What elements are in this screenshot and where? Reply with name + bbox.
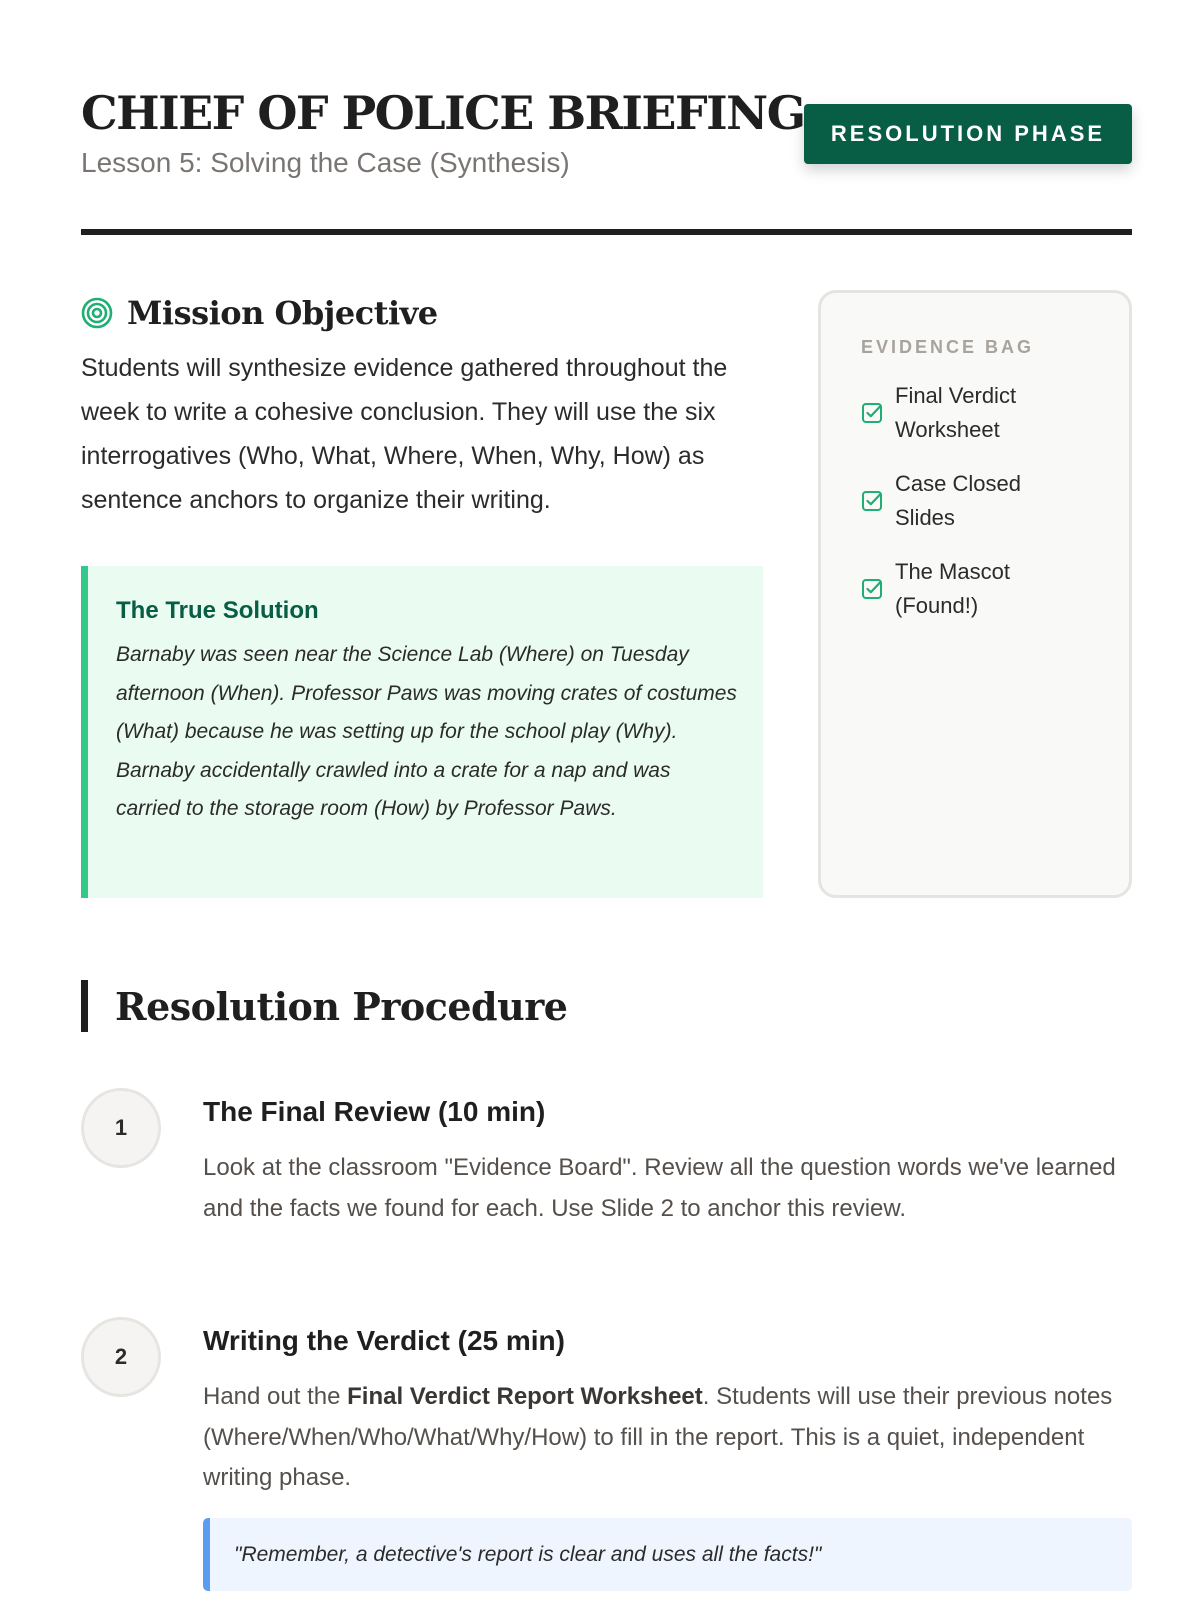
evidence-item-label: Final Verdict Worksheet (895, 383, 1017, 442)
evidence-item (861, 467, 1109, 535)
evidence-item (861, 379, 1109, 447)
quote-text: "Remember, a detective's report is clear and uses all the facts!" (234, 1542, 822, 1566)
page-title: CHIEF OF POLICE BRIEFING (81, 86, 805, 140)
objective-heading (81, 290, 763, 336)
step-title: Writing the Verdict (25 min) (203, 1325, 565, 1356)
step-text-lead: Hand out the (203, 1383, 348, 1410)
objective-text: Students will synthesize evidence gathered throughout the week to write a cohesive conclusion. They will use the six interrogatives (Who, What, Where, When, Why, How) as sentence anchors to organize their writing. (81, 354, 728, 514)
procedure-heading (81, 980, 567, 1032)
objective-title: Mission Objective (127, 294, 438, 332)
evidence-item (861, 555, 1109, 623)
page-header (81, 86, 1132, 236)
step-text: Look at the classroom "Evidence Board". Review all the question words we've learned and the facts we found for each. Use Slide 2 to anchor this review. (203, 1154, 1116, 1222)
teacher-quote-callout (203, 1518, 1132, 1591)
step-text (203, 1377, 1132, 1499)
worksheet-name: Final Verdict Report Worksheet (347, 1383, 703, 1410)
step-text-rest: . Students will use their previous notes (Where/When/Who/What/Why/How) to fill in the report. This is a quiet, independent writing phase. (203, 1383, 1113, 1491)
check-square-icon (861, 578, 883, 600)
check-square-icon (861, 490, 883, 512)
true-solution-callout (81, 566, 763, 898)
step-number-badge: 2 (81, 1317, 161, 1397)
mission-objective-section (81, 290, 763, 522)
solution-title: The True Solution (116, 597, 319, 624)
step-body (203, 1317, 1132, 1499)
page-subtitle: Lesson 5: Solving the Case (Synthesis) (81, 147, 570, 178)
header-divider (81, 229, 1132, 235)
evidence-bag-panel (818, 290, 1132, 898)
check-square-icon (861, 402, 883, 424)
evidence-list (861, 379, 1109, 623)
evidence-item-label: The Mascot (Found!) (895, 559, 1010, 618)
evidence-bag-title: EVIDENCE BAG (861, 337, 1035, 357)
target-icon (81, 297, 113, 329)
solution-text: Barnaby was seen near the Science Lab (Where) on Tuesday afternoon (When). Professor Paws was moving crates of costumes (What) because he was setting up for the school play (Why). Barnaby accidentally crawled into a crate for a nap and was carried to the storage room (How) by Professor Paws. (116, 643, 737, 820)
step-number-badge: 1 (81, 1088, 161, 1168)
phase-badge[interactable]: RESOLUTION PHASE (804, 104, 1132, 164)
procedure-title: Resolution Procedure (115, 983, 568, 1029)
step-title: The Final Review (10 min) (203, 1096, 546, 1127)
evidence-item-label: Case Closed Slides (895, 471, 1021, 530)
step-body (203, 1088, 1132, 1229)
